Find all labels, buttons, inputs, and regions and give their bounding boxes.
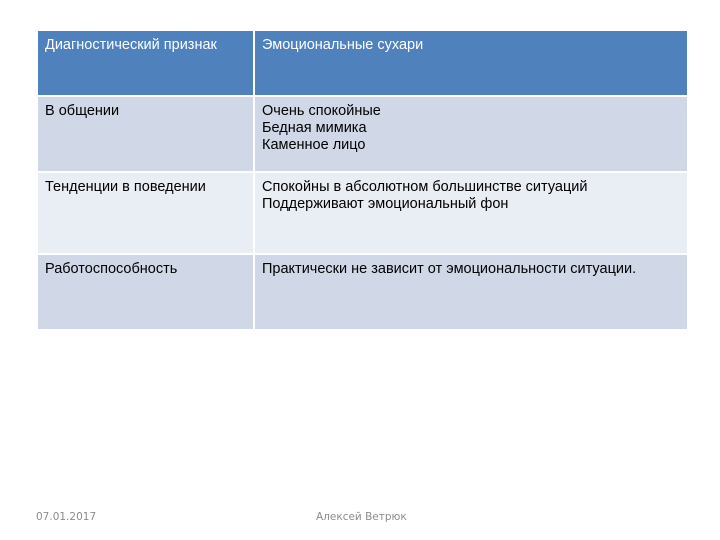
value-line: Поддерживают эмоциональный фон <box>262 196 509 212</box>
comparison-table <box>36 29 689 331</box>
table-row <box>37 172 688 254</box>
row-label-cell: Тенденции в поведении <box>37 172 254 254</box>
value-line: Спокойны в абсолютном большинстве ситуаций <box>262 179 588 195</box>
value-line: Очень спокойные <box>262 103 381 119</box>
footer-date: 07.01.2017 <box>36 511 97 523</box>
value-line: Практически не зависит от эмоциональности ситуации. <box>262 261 637 277</box>
header-cell-emotional-type: Эмоциональные сухари <box>254 30 688 96</box>
value-line: Каменное лицо <box>262 137 366 153</box>
row-value-cell <box>254 254 688 330</box>
table-row <box>37 254 688 330</box>
row-label-cell: Работоспособность <box>37 254 254 330</box>
table-header-row <box>37 30 688 96</box>
header-cell-diagnostic-sign: Диагностический признак <box>37 30 254 96</box>
value-line: Бедная мимика <box>262 120 367 136</box>
row-label-cell: В общении <box>37 96 254 172</box>
footer-author: Алексей Ветрюк <box>316 511 407 523</box>
table-row <box>37 96 688 172</box>
row-value-cell <box>254 172 688 254</box>
row-value-cell <box>254 96 688 172</box>
